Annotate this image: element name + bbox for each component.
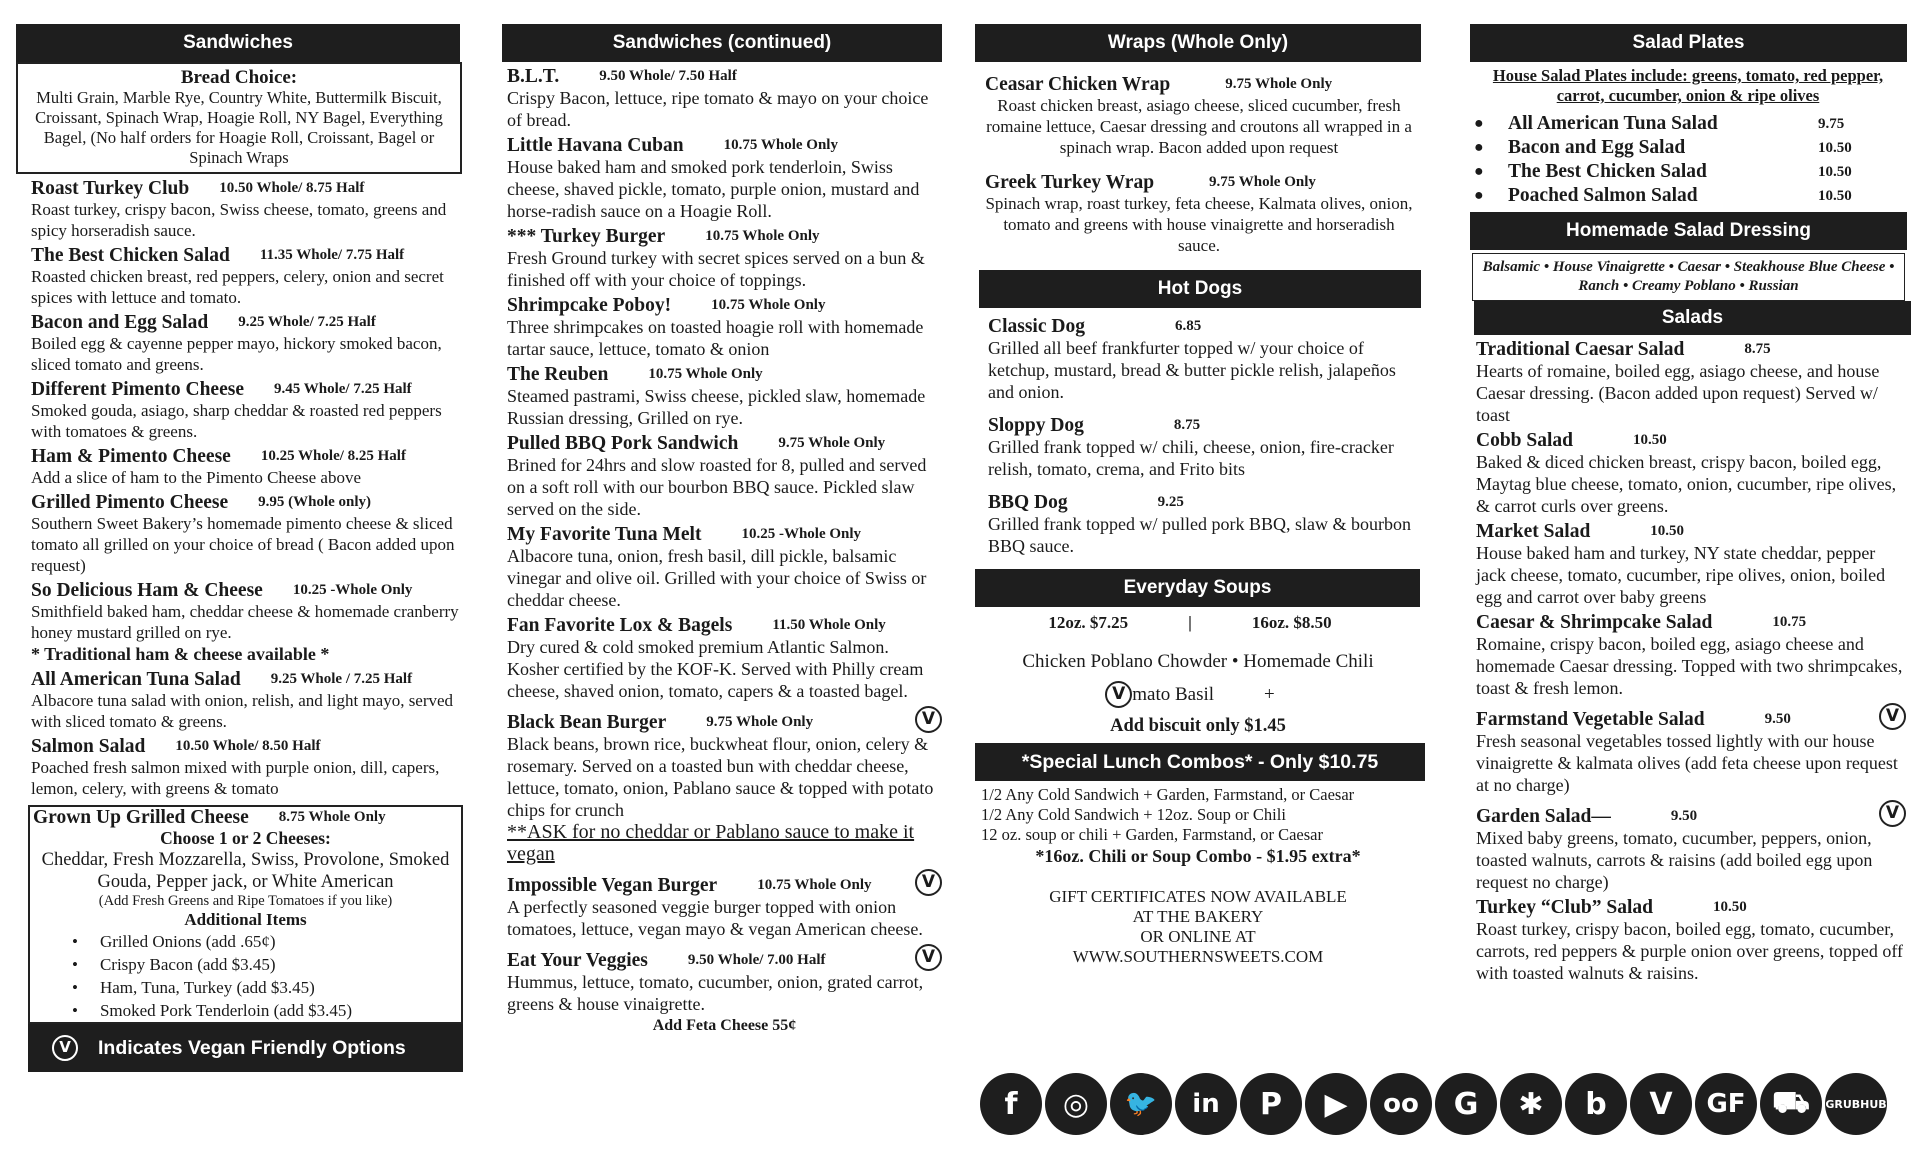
twitter-icon[interactable]: 🐦 bbox=[1110, 1073, 1172, 1135]
section-header-sandwiches: Sandwiches bbox=[16, 24, 460, 62]
bing-icon[interactable]: b bbox=[1565, 1073, 1627, 1135]
bread-choice-title: Bread Choice: bbox=[180, 67, 298, 88]
menu-item bbox=[31, 245, 460, 308]
combo-item: 1/2 Any Cold Sandwich + 12oz. Soup or Chili bbox=[981, 805, 1286, 824]
salad-plate-price: 9.75 bbox=[1818, 115, 1845, 132]
facebook-icon[interactable]: f bbox=[980, 1073, 1042, 1135]
salad-plates-list bbox=[1470, 112, 1906, 208]
menu-item bbox=[507, 944, 942, 1037]
menu-item bbox=[507, 706, 942, 865]
gift-line: OR ONLINE AT bbox=[1140, 927, 1256, 946]
menu-item-description: Romaine, crispy bacon, boiled egg, asiago cheese and homemade Caesar dressing. Topped with two shrimpcakes, toast & fresh lemon. bbox=[1476, 634, 1903, 698]
cheese-options: Cheddar, Fresh Mozzarella, Swiss, Provolone, Smoked Gouda, Pepper jack, or White American bbox=[41, 850, 450, 892]
menu-item-note: Add Feta Cheese 55¢ bbox=[652, 1017, 797, 1034]
menu-item-description: Smithfield baked ham, cheddar cheese & homemade cranberry honey mustard grilled on rye. bbox=[31, 602, 459, 642]
vegan-legend-text: Indicates Vegan Friendly Options bbox=[98, 1036, 406, 1059]
menu-item-name: Impossible Vegan Burger bbox=[507, 875, 718, 896]
menu-item bbox=[507, 295, 942, 360]
menu-item bbox=[1476, 521, 1906, 608]
menu-item-price: 9.95 (Whole only) bbox=[258, 494, 372, 510]
menu-item-price: 10.50 bbox=[1713, 899, 1747, 915]
menu-item-price: 9.25 bbox=[1157, 494, 1184, 510]
vegan-icon: V bbox=[915, 706, 942, 733]
menu-item-description: Fresh Ground turkey with secret spices served on a bun & finished off with your choice of toppings. bbox=[507, 248, 925, 290]
menu-item-name: Sloppy Dog bbox=[988, 415, 1084, 436]
soup-plus: + bbox=[1264, 683, 1275, 705]
vegan-icon: V bbox=[915, 944, 942, 971]
menu-item bbox=[988, 492, 1413, 557]
menu-item-price: 10.75 Whole Only bbox=[705, 228, 820, 244]
menu-item-name: Roast Turkey Club bbox=[31, 178, 190, 199]
menu-item-price: 10.75 Whole Only bbox=[723, 137, 838, 153]
column-salads bbox=[1470, 24, 1906, 988]
menu-item-price: 10.25 -Whole Only bbox=[292, 582, 413, 598]
soup-vegan-row bbox=[975, 681, 1405, 708]
gift-certificates bbox=[975, 887, 1421, 967]
soup-price-small: 12oz. $7.25 bbox=[1048, 613, 1129, 632]
menu-item-name: Grown Up Grilled Cheese bbox=[33, 807, 249, 828]
menu-item-name: Little Havana Cuban bbox=[507, 135, 684, 156]
menu-item-price: 9.50 Whole/ 7.00 Half bbox=[687, 952, 826, 968]
menu-item-price: 9.25 Whole/ 7.25 Half bbox=[238, 314, 376, 330]
menu-item-price: 9.50 bbox=[1764, 711, 1791, 727]
vegan-icon[interactable]: V bbox=[1630, 1073, 1692, 1135]
menu-item-description: Boiled egg & cayenne pepper mayo, hickory smoked bacon, sliced tomato and greens. bbox=[31, 334, 442, 374]
salad-plate-item bbox=[1474, 160, 1906, 184]
vegan-icon: V bbox=[1879, 703, 1906, 730]
bullet-icon: ● bbox=[1474, 163, 1484, 180]
menu-item-description: Brined for 24hrs and slow roasted for 8, pulled and served on a soft roll with our bourbon BBQ sauce. Pickled slaw served on the side. bbox=[507, 455, 927, 519]
bread-choice-text: Multi Grain, Marble Rye, Country White, Buttermilk Biscuit, Croissant, Spinach Wrap, Hoagie Roll, NY Bagel, Everything Bagel, (No half orders for Hoagie Roll, Croissant, Bagel or Spinach Wraps bbox=[35, 88, 443, 167]
menu-item-name: Caesar & Shrimpcake Salad bbox=[1476, 612, 1713, 633]
menu-item-name: The Reuben bbox=[507, 364, 609, 385]
column-sandwiches-continued bbox=[502, 24, 942, 1041]
combo-item: 1/2 Any Cold Sandwich + Garden, Farmstand, or Caesar bbox=[981, 785, 1355, 804]
menu-item-price: 11.35 Whole/ 7.75 Half bbox=[259, 247, 405, 263]
choose-cheese-label: Choose 1 or 2 Cheeses: bbox=[160, 828, 331, 848]
menu-item bbox=[31, 446, 460, 488]
menu-item-description: Dry cured & cold smoked premium Atlantic Salmon. Kosher certified by the KOF-K. Served with Philly cream cheese, shaved onion, tomato, capers & a toasted bagel. bbox=[507, 637, 924, 701]
menu-item-price: 8.75 bbox=[1744, 341, 1771, 357]
menu-item-price: 10.50 Whole/ 8.75 Half bbox=[219, 180, 365, 196]
menu-item-price: 6.85 bbox=[1174, 318, 1202, 334]
menu-item bbox=[507, 226, 942, 291]
menu-item-price: 8.75 bbox=[1173, 417, 1201, 433]
vegan-icon: V bbox=[915, 869, 942, 896]
salad-plate-item bbox=[1474, 136, 1906, 160]
linkedin-icon[interactable]: in bbox=[1175, 1073, 1237, 1135]
section-header-salad-plates: Salad Plates bbox=[1470, 24, 1907, 62]
menu-item-description: Roast chicken breast, asiago cheese, sliced cucumber, fresh romaine lettuce, Caesar dressing and croutons all wrapped in a spinach wrap. Bacon added upon request bbox=[986, 96, 1412, 157]
menu-item bbox=[507, 364, 942, 429]
menu-item-name: Greek Turkey Wrap bbox=[985, 172, 1155, 193]
menu-item-description: Three shrimpcakes on toasted hoagie roll with homemade tartar sauce, lettuce, tomato & onion bbox=[507, 317, 924, 359]
menu-item bbox=[985, 172, 1413, 256]
menu-item bbox=[31, 580, 460, 665]
menu-item-note: * Traditional ham & cheese available * bbox=[31, 644, 330, 664]
menu-item bbox=[1476, 339, 1906, 426]
menu-item-price: 9.50 Whole/ 7.50 Half bbox=[599, 68, 737, 84]
yelp-icon[interactable]: ✱ bbox=[1500, 1073, 1562, 1135]
menu-item-description: Poached fresh salmon mixed with purple onion, dill, capers, lemon, celery, with greens & tomato bbox=[31, 758, 440, 798]
grubhub-icon[interactable]: GRUBHUB bbox=[1825, 1073, 1887, 1135]
menu-item-name: All American Tuna Salad bbox=[31, 669, 241, 690]
menu-item-price: 10.75 bbox=[1772, 614, 1807, 630]
soup-price-separator: | bbox=[1188, 613, 1192, 632]
soup-price-large: 16oz. $8.50 bbox=[1251, 613, 1332, 632]
additional-item: • Ham, Tuna, Turkey (add $3.45) bbox=[102, 976, 461, 999]
menu-item-price: 8.75 Whole Only bbox=[278, 809, 386, 825]
section-header-soups: Everyday Soups bbox=[975, 569, 1420, 607]
section-header-dressing: Homemade Salad Dressing bbox=[1470, 212, 1907, 250]
menu-item-price: 10.75 Whole Only bbox=[648, 366, 763, 382]
menu-item bbox=[507, 524, 942, 611]
menu-item bbox=[507, 433, 942, 520]
menu-item-description: Grilled frank topped w/ pulled pork BBQ, slaw & bourbon BBQ sauce. bbox=[988, 514, 1411, 556]
menu-item-name: Fan Favorite Lox & Bagels bbox=[507, 615, 733, 636]
menu-item-name: Black Bean Burger bbox=[507, 712, 667, 733]
usa-delivery-icon[interactable]: ⛟ bbox=[1760, 1073, 1822, 1135]
sandwich-list-continued bbox=[502, 66, 942, 1037]
salad-plate-name: Bacon and Egg Salad bbox=[1508, 137, 1686, 158]
menu-item bbox=[1476, 612, 1906, 699]
additional-item: • Crispy Bacon (add $3.45) bbox=[102, 953, 461, 976]
social-icons-row bbox=[980, 1073, 1887, 1135]
wraps-list bbox=[975, 62, 1421, 256]
menu-item bbox=[1476, 800, 1906, 893]
menu-item-price: 11.50 Whole Only bbox=[772, 617, 886, 633]
menu-item-name: Different Pimento Cheese bbox=[31, 379, 244, 400]
menu-item-name: Shrimpcake Poboy! bbox=[507, 295, 672, 316]
menu-item-price: 10.50 bbox=[1650, 523, 1685, 539]
menu-item bbox=[507, 869, 942, 940]
menu-item-name: Cobb Salad bbox=[1476, 430, 1574, 451]
menu-item-description: Smoked gouda, asiago, sharp cheddar & roasted red peppers with tomatoes & greens. bbox=[31, 401, 442, 441]
soup-vegan-name: mato Basil bbox=[1132, 683, 1215, 705]
menu-item-description: Roasted chicken breast, red peppers, celery, onion and secret spices with lettuce and tomato. bbox=[31, 267, 444, 307]
menu-item-price: 9.75 Whole Only bbox=[1225, 76, 1333, 92]
menu-item-description: A perfectly seasoned veggie burger topped with onion tomatoes, lettuce, vegan mayo & vegan American cheese. bbox=[507, 897, 923, 939]
additional-items-title: Additional Items bbox=[184, 910, 307, 929]
menu-item-description: Baked & diced chicken breast, crispy bacon, boiled egg, Maytag blue cheese, tomato, onion, cucumber, ripe olives, & carrot curls over greens. bbox=[1476, 452, 1897, 516]
bullet-icon: ● bbox=[1474, 187, 1484, 204]
sandwich-list bbox=[16, 178, 460, 799]
menu-item-description: Grilled all beef frankfurter topped w/ your choice of ketchup, mustard, bread & butter pickle relish, jalapeños and onion. bbox=[988, 338, 1396, 402]
biscuit-addon: Add biscuit only $1.45 bbox=[1110, 716, 1286, 736]
additional-items-list bbox=[30, 930, 461, 1022]
salad-plate-name: All American Tuna Salad bbox=[1508, 113, 1718, 134]
vegan-icon: V bbox=[52, 1035, 78, 1061]
menu-item bbox=[985, 74, 1413, 158]
menu-item-name: Grilled Pimento Cheese bbox=[31, 492, 229, 513]
menu-item-name: Classic Dog bbox=[988, 316, 1085, 337]
menu-item-price: 9.50 bbox=[1670, 808, 1698, 824]
salad-plate-price: 10.50 bbox=[1818, 163, 1852, 180]
section-header-sandwiches-continued: Sandwiches (continued) bbox=[502, 24, 942, 62]
tripadvisor-icon[interactable]: oo bbox=[1370, 1073, 1432, 1135]
section-header-hot-dogs: Hot Dogs bbox=[979, 270, 1421, 308]
gift-line: AT THE BAKERY bbox=[1132, 907, 1264, 926]
menu-item-price: 9.25 Whole / 7.25 Half bbox=[270, 671, 413, 687]
salad-plates-note: House Salad Plates include: greens, tomato, red pepper, carrot, cucumber, onion & ripe olives bbox=[1492, 66, 1884, 105]
vegan-icon: V bbox=[1879, 800, 1906, 827]
menu-item bbox=[1476, 703, 1906, 796]
menu-item bbox=[31, 669, 460, 732]
menu-item-name: B.L.T. bbox=[507, 66, 560, 87]
menu-item-name: Farmstand Vegetable Salad bbox=[1476, 709, 1705, 730]
salad-plate-item bbox=[1474, 112, 1906, 136]
vegan-legend bbox=[28, 1024, 463, 1072]
bread-choice-box bbox=[16, 62, 462, 174]
gluten-free-icon[interactable]: GF bbox=[1695, 1073, 1757, 1135]
google-business-icon[interactable]: G bbox=[1435, 1073, 1497, 1135]
section-header-salads: Salads bbox=[1474, 301, 1911, 335]
menu-item bbox=[507, 66, 942, 131]
menu-item-name: BBQ Dog bbox=[988, 492, 1068, 513]
greens-note: (Add Fresh Greens and Ripe Tomatoes if you like) bbox=[98, 893, 393, 909]
menu-item-name: So Delicious Ham & Cheese bbox=[31, 580, 263, 601]
menu-item-price: 10.75 Whole Only bbox=[757, 877, 872, 893]
menu-item-price: 9.75 Whole Only bbox=[706, 714, 814, 730]
menu-item-description: Albacore tuna salad with onion, relish, and light mayo, served with sliced tomato & greens. bbox=[31, 691, 454, 731]
menu-item bbox=[31, 178, 460, 241]
menu-item-name: Ceasar Chicken Wrap bbox=[985, 74, 1171, 95]
menu-item-description: Southern Sweet Bakery’s homemade pimento cheese & sliced tomato all grilled on your choice of bread ( Bacon added upon request) bbox=[31, 514, 455, 575]
menu-item-price: 9.75 Whole Only bbox=[778, 435, 886, 451]
menu-item-name: Turkey “Club” Salad bbox=[1476, 897, 1654, 918]
dressing-options: Balsamic • House Vinaigrette • Caesar • Steakhouse Blue Cheese • Ranch • Creamy Poblano • Russian bbox=[1472, 253, 1905, 301]
pinterest-icon[interactable]: P bbox=[1240, 1073, 1302, 1135]
salad-plate-price: 10.50 bbox=[1818, 187, 1852, 204]
combo-item: 12 oz. soup or chili + Garden, Farmstand, or Caesar bbox=[981, 825, 1323, 844]
soup-prices bbox=[975, 613, 1405, 633]
menu-item bbox=[988, 316, 1413, 403]
menu-item bbox=[31, 492, 460, 576]
menu-item-name: Salmon Salad bbox=[31, 736, 146, 757]
menu-item-name: Bacon and Egg Salad bbox=[31, 312, 209, 333]
grown-up-grilled-cheese bbox=[28, 805, 463, 1024]
menu-item-name: Eat Your Veggies bbox=[507, 950, 648, 971]
bullet-icon: ● bbox=[1474, 139, 1484, 156]
menu-item-description: Spinach wrap, roast turkey, feta cheese, Kalmata olives, onion, tomato and greens with house vinaigrette and horseradish sauce. bbox=[985, 194, 1413, 255]
section-header-combos: *Special Lunch Combos* - Only $10.75 bbox=[975, 743, 1425, 781]
menu-item-description: Add a slice of ham to the Pimento Cheese above bbox=[31, 468, 361, 487]
menu-item-name: Garden Salad— bbox=[1476, 806, 1611, 827]
additional-item: • Smoked Pork Tenderloin (add $3.45) bbox=[102, 999, 461, 1022]
menu-item-name: Market Salad bbox=[1476, 521, 1591, 542]
menu-item-price: 9.45 Whole/ 7.25 Half bbox=[274, 381, 412, 397]
menu-item-description: Roast turkey, crispy bacon, Swiss cheese, tomato, greens and spicy horseradish sauce. bbox=[31, 200, 447, 240]
bullet-icon: ● bbox=[1474, 115, 1484, 132]
menu-item-price: 10.25 -Whole Only bbox=[741, 526, 862, 542]
menu-item-description: Albacore tuna, onion, fresh basil, dill pickle, balsamic vinegar and olive oil. Grilled with your choice of Swiss or cheddar cheese. bbox=[507, 546, 927, 610]
column-wraps-hotdogs-soups bbox=[975, 24, 1421, 967]
menu-item-description: Steamed pastrami, Swiss cheese, pickled slaw, homemade Russian dressing, Grilled on rye. bbox=[507, 386, 926, 428]
vegan-icon: V bbox=[1105, 681, 1132, 708]
menu-item-description: Hearts of romaine, boiled egg, asiago cheese, and house Caesar dressing. (Bacon added upon request) Served w/ toast bbox=[1476, 361, 1880, 425]
menu-item-name: My Favorite Tuna Melt bbox=[507, 524, 702, 545]
section-header-wraps: Wraps (Whole Only) bbox=[975, 24, 1421, 62]
column-sandwiches bbox=[16, 24, 460, 1072]
menu-item bbox=[507, 135, 942, 222]
menu-item-description: Fresh seasonal vegetables tossed lightly with our house vinaigrette & kalmata olives (add feta cheese upon request at no charge) bbox=[1476, 731, 1898, 795]
menu-item-description: Roast turkey, crispy bacon, boiled egg, tomato, cucumber, carrots, red peppers & purple onion over greens, topped off with toasted walnuts & raisins. bbox=[1476, 919, 1904, 983]
menu-item-description: Black beans, brown rice, buckwheat flour, onion, celery & rosemary. Served on a toasted bun with cheddar cheese, lettuce, tomato, onion, Pablano sauce & topped with potato chips for crunch bbox=[507, 734, 934, 820]
menu-item-price: 10.75 Whole Only bbox=[711, 297, 826, 313]
menu-item-description: Mixed baby greens, tomato, cucumber, peppers, onion, toasted walnuts, carrots & raisins (add boiled egg upon request no charge) bbox=[1476, 828, 1873, 892]
combo-list bbox=[975, 785, 1421, 845]
menu-item-name: Pulled BBQ Pork Sandwich bbox=[507, 433, 739, 454]
menu-item-description: House baked ham and smoked pork tenderloin, Swiss cheese, shaved pickle, tomato, purple onion, mustard and horse-radish sauce on a Hoagie Roll. bbox=[507, 157, 920, 221]
salad-plate-item bbox=[1474, 184, 1906, 208]
youtube-icon[interactable]: ▶ bbox=[1305, 1073, 1367, 1135]
menu-item bbox=[507, 615, 942, 702]
menu-item-name: The Best Chicken Salad bbox=[31, 245, 230, 266]
menu-item-description: Crispy Bacon, lettuce, ripe tomato & mayo on your choice of bread. bbox=[507, 88, 929, 130]
instagram-icon[interactable]: ◎ bbox=[1045, 1073, 1107, 1135]
menu-item-price: 9.75 Whole Only bbox=[1209, 174, 1316, 190]
menu-item-price: 10.25 Whole/ 8.25 Half bbox=[260, 448, 406, 464]
salad-plate-price: 10.50 bbox=[1818, 139, 1852, 156]
menu-item bbox=[31, 736, 460, 799]
salads-list bbox=[1470, 339, 1906, 984]
menu-item-name: Ham & Pimento Cheese bbox=[31, 446, 231, 467]
salad-plate-name: Poached Salmon Salad bbox=[1508, 185, 1698, 206]
hot-dogs-list bbox=[975, 308, 1421, 557]
menu-item-description: Hummus, lettuce, tomato, cucumber, onion, grated carrot, greens & house vinaigrette. bbox=[507, 972, 924, 1014]
menu-item-description: Grilled frank topped w/ chili, cheese, onion, fire-cracker relish, tomato, crema, and Frito bits bbox=[988, 437, 1394, 479]
menu-item bbox=[988, 415, 1413, 480]
menu-item-name: Traditional Caesar Salad bbox=[1476, 339, 1685, 360]
gift-line: GIFT CERTIFICATES NOW AVAILABLE bbox=[1049, 887, 1347, 906]
menu-item bbox=[31, 379, 460, 442]
soup-list: Chicken Poblano Chowder • Homemade Chili bbox=[1022, 651, 1374, 672]
menu-item bbox=[1476, 897, 1906, 984]
gift-website-link[interactable]: WWW.SOUTHERNSWEETS.COM bbox=[1072, 947, 1324, 966]
menu-item-name: *** Turkey Burger bbox=[507, 226, 666, 247]
additional-item: • Grilled Onions (add .65¢) bbox=[102, 930, 461, 953]
combo-extra: *16oz. Chili or Soup Combo - $1.95 extra* bbox=[1035, 846, 1361, 866]
menu-item-price: 10.50 bbox=[1633, 432, 1667, 448]
menu-item bbox=[31, 312, 460, 375]
menu-item-price: 10.50 Whole/ 8.50 Half bbox=[175, 738, 321, 754]
menu-item bbox=[1476, 430, 1906, 517]
menu-item-note: **ASK for no cheddar or Pablano sauce to make it vegan bbox=[507, 821, 915, 865]
menu-item-description: House baked ham and turkey, NY state cheddar, pepper jack cheese, tomato, cucumber, ripe olives, onion, boiled egg and carrot over baby greens bbox=[1476, 543, 1886, 607]
salad-plate-name: The Best Chicken Salad bbox=[1508, 161, 1707, 182]
